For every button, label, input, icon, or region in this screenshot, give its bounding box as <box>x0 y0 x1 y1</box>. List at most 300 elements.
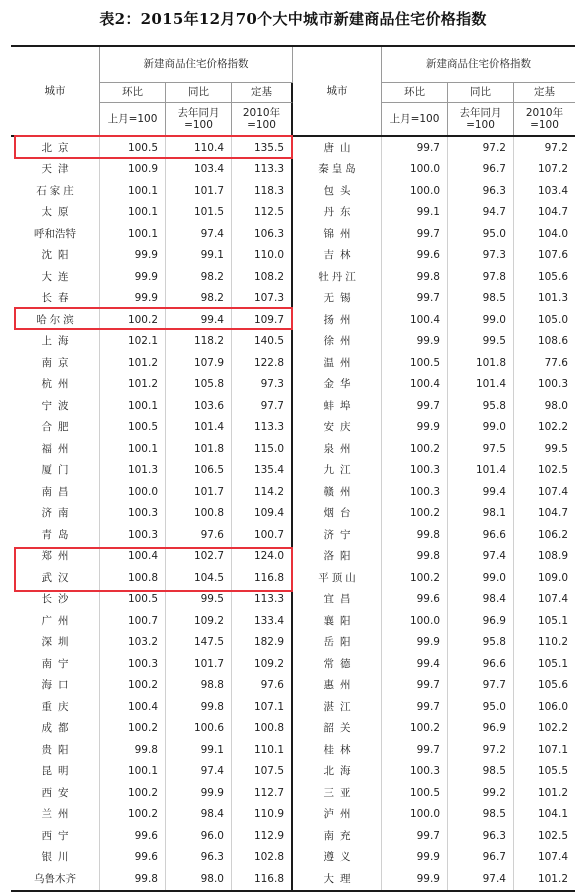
left-city-cell: 长春 <box>11 288 100 310</box>
right-base-cell: 101.3 <box>537 292 568 305</box>
left-city-cell: 贵阳 <box>11 739 100 761</box>
right-mom-cell: 100.0 <box>382 804 448 826</box>
right-mom-cell: 99.7 <box>382 696 448 718</box>
right-mom-cell: 99.7 <box>382 395 448 417</box>
left-base-cell: 102.8 <box>232 847 293 869</box>
left-city-cell: 昆明 <box>11 761 100 783</box>
right-mom-cell: 99.6 <box>382 589 448 611</box>
right-mom-cell: 99.9 <box>382 417 448 439</box>
right-city-cell: 平顶山 <box>293 567 382 589</box>
right-mom-cell: 100.3 <box>382 460 448 482</box>
left-base-cell: 114.2 <box>232 481 293 503</box>
left-mom-cell: 103.2 <box>100 632 166 654</box>
left-mom-cell: 101.3 <box>100 460 166 482</box>
left-yoy-cell: 97.4 <box>166 223 232 245</box>
left-city-cell: 南京 <box>11 352 100 374</box>
right-city-cell: 洛阳 <box>293 546 382 568</box>
left-city-cell: 济南 <box>11 503 100 525</box>
right-city-cell: 大理 <box>293 868 382 890</box>
right-city-cell: 包头 <box>293 180 382 202</box>
right-city-cell: 唐山 <box>293 137 382 159</box>
left-yoy-cell: 118.2 <box>166 331 232 353</box>
right-yoy-cell: 97.4 <box>448 868 514 890</box>
left-yoy-cell: 98.0 <box>166 868 232 890</box>
right-base-cell: 102.2 <box>537 421 568 434</box>
right-city-cell: 丹东 <box>293 202 382 224</box>
right-mom-cell: 100.5 <box>382 352 448 374</box>
left-mom-cell: 101.2 <box>100 374 166 396</box>
left-base-cell: 124.0 <box>232 546 293 568</box>
right-city-cell: 赣州 <box>293 481 382 503</box>
left-city-cell: 深圳 <box>11 632 100 654</box>
right-city-cell: 宜昌 <box>293 589 382 611</box>
base-header-left: 定基 <box>232 83 293 103</box>
left-base-cell: 113.3 <box>232 417 293 439</box>
left-mom-cell: 100.5 <box>100 417 166 439</box>
right-city-cell: 湛江 <box>293 696 382 718</box>
right-yoy-cell: 94.7 <box>448 202 514 224</box>
right-yoy-cell: 95.8 <box>448 395 514 417</box>
right-mom-cell: 99.8 <box>382 524 448 546</box>
group-header-right: 新建商品住宅价格指数 <box>382 47 575 83</box>
left-city-cell: 大连 <box>11 266 100 288</box>
right-city-cell: 岳阳 <box>293 632 382 654</box>
left-yoy-cell: 99.1 <box>166 245 232 267</box>
right-city-cell: 遵义 <box>293 847 382 869</box>
left-mom-cell: 102.1 <box>100 331 166 353</box>
left-base-cell: 135.4 <box>232 460 293 482</box>
right-base-cell: 107.1 <box>537 743 568 756</box>
left-city-cell: 海口 <box>11 675 100 697</box>
left-base-cell: 112.9 <box>232 825 293 847</box>
left-city-cell: 银川 <box>11 847 100 869</box>
base-sub-right: 2010年=100 <box>525 106 564 131</box>
left-base-cell: 100.7 <box>232 524 293 546</box>
right-city-cell: 吉林 <box>293 245 382 267</box>
left-yoy-cell: 101.7 <box>166 653 232 675</box>
right-mom-cell: 99.8 <box>382 546 448 568</box>
left-mom-cell: 99.9 <box>100 288 166 310</box>
city-header-left: 城市 <box>11 47 100 135</box>
left-mom-cell: 100.9 <box>100 159 166 181</box>
right-base-cell: 106.0 <box>537 700 568 713</box>
left-city-cell: 沈阳 <box>11 245 100 267</box>
right-city-cell: 扬州 <box>293 309 382 331</box>
right-yoy-cell: 96.9 <box>448 610 514 632</box>
left-yoy-cell: 104.5 <box>166 567 232 589</box>
left-city-cell: 青岛 <box>11 524 100 546</box>
right-mom-cell: 100.2 <box>382 718 448 740</box>
right-yoy-cell: 98.4 <box>448 589 514 611</box>
right-mom-cell: 99.7 <box>382 675 448 697</box>
left-base-cell: 133.4 <box>232 610 293 632</box>
right-yoy-cell: 97.2 <box>448 739 514 761</box>
left-city-cell: 杭州 <box>11 374 100 396</box>
left-base-cell: 113.3 <box>232 589 293 611</box>
left-city-cell: 北京 <box>11 137 100 159</box>
right-city-cell: 无锡 <box>293 288 382 310</box>
right-yoy-cell: 95.8 <box>448 632 514 654</box>
left-city-cell: 郑州 <box>11 546 100 568</box>
left-yoy-cell: 106.5 <box>166 460 232 482</box>
right-base-cell: 104.0 <box>537 227 568 240</box>
right-city-cell: 牡丹江 <box>293 266 382 288</box>
right-yoy-cell: 97.2 <box>448 137 514 159</box>
right-mom-cell: 100.5 <box>382 782 448 804</box>
left-yoy-cell: 107.9 <box>166 352 232 374</box>
right-base-cell: 105.0 <box>537 313 568 326</box>
left-city-cell: 太原 <box>11 202 100 224</box>
right-mom-cell: 99.7 <box>382 288 448 310</box>
right-mom-cell: 99.4 <box>382 653 448 675</box>
right-yoy-cell: 101.4 <box>448 460 514 482</box>
right-mom-cell: 100.2 <box>382 438 448 460</box>
right-base-cell: 105.5 <box>537 765 568 778</box>
left-yoy-cell: 99.4 <box>166 309 232 331</box>
right-base-cell: 104.7 <box>537 507 568 520</box>
left-mom-cell: 99.8 <box>100 868 166 890</box>
right-city-cell: 泉州 <box>293 438 382 460</box>
right-city-cell: 韶关 <box>293 718 382 740</box>
right-base-cell: 109.0 <box>537 571 568 584</box>
mom-header-left: 环比 <box>100 83 166 103</box>
right-city-cell: 九江 <box>293 460 382 482</box>
left-mom-cell: 100.1 <box>100 202 166 224</box>
left-mom-cell: 100.7 <box>100 610 166 632</box>
left-mom-cell: 99.9 <box>100 266 166 288</box>
left-base-cell: 107.1 <box>232 696 293 718</box>
left-yoy-cell: 98.2 <box>166 288 232 310</box>
group-header-left: 新建商品住宅价格指数 <box>100 47 293 83</box>
table-header <box>11 47 575 137</box>
left-yoy-cell: 101.7 <box>166 481 232 503</box>
left-city-cell: 长沙 <box>11 589 100 611</box>
left-city-cell: 合肥 <box>11 417 100 439</box>
left-yoy-cell: 99.9 <box>166 782 232 804</box>
right-mom-cell: 100.2 <box>382 503 448 525</box>
yoy-sub-right: 去年同月=100 <box>448 103 514 135</box>
left-base-cell: 107.3 <box>232 288 293 310</box>
right-base-cell: 98.0 <box>544 399 568 412</box>
right-base-cell: 105.1 <box>537 657 568 670</box>
right-city-cell: 桂林 <box>293 739 382 761</box>
mom-header-right: 环比 <box>382 83 448 103</box>
left-mom-cell: 100.8 <box>100 567 166 589</box>
left-city-cell: 南宁 <box>11 653 100 675</box>
right-city-cell: 温州 <box>293 352 382 374</box>
table-title: 表2：2015年12月70个大中城市新建商品住宅价格指数 <box>99 10 487 28</box>
left-base-cell: 116.8 <box>232 868 293 890</box>
left-base-cell: 135.5 <box>232 137 293 159</box>
price-index-table <box>11 45 575 892</box>
right-base-cell: 102.5 <box>537 464 568 477</box>
right-city-cell: 泸州 <box>293 804 382 826</box>
left-yoy-cell: 98.2 <box>166 266 232 288</box>
left-yoy-cell: 99.8 <box>166 696 232 718</box>
left-base-cell: 109.2 <box>232 653 293 675</box>
right-yoy-cell: 97.7 <box>448 675 514 697</box>
left-mom-cell: 100.1 <box>100 438 166 460</box>
right-yoy-cell: 98.5 <box>448 804 514 826</box>
right-mom-cell: 99.8 <box>382 266 448 288</box>
left-mom-cell: 99.6 <box>100 847 166 869</box>
right-mom-cell: 99.9 <box>382 868 448 890</box>
city-header-right: 城市 <box>293 47 382 135</box>
left-base-cell: 100.8 <box>232 718 293 740</box>
right-base-cell: 77.6 <box>544 356 568 369</box>
right-yoy-cell: 97.8 <box>448 266 514 288</box>
left-mom-cell: 100.1 <box>100 395 166 417</box>
right-base-cell: 100.3 <box>537 378 568 391</box>
left-mom-cell: 100.5 <box>100 589 166 611</box>
left-yoy-cell: 101.8 <box>166 438 232 460</box>
right-base-cell: 107.2 <box>537 163 568 176</box>
right-city-cell: 金华 <box>293 374 382 396</box>
left-base-cell: 112.5 <box>232 202 293 224</box>
left-city-cell: 广州 <box>11 610 100 632</box>
right-mom-cell: 99.1 <box>382 202 448 224</box>
left-city-cell: 武汉 <box>11 567 100 589</box>
left-city-cell: 西安 <box>11 782 100 804</box>
right-yoy-cell: 99.2 <box>448 782 514 804</box>
left-city-cell: 哈尔滨 <box>11 309 100 331</box>
left-yoy-cell: 109.2 <box>166 610 232 632</box>
left-mom-cell: 100.2 <box>100 675 166 697</box>
left-base-cell: 122.8 <box>232 352 293 374</box>
right-mom-cell: 100.4 <box>382 309 448 331</box>
right-city-cell: 三亚 <box>293 782 382 804</box>
right-city-cell: 襄阳 <box>293 610 382 632</box>
left-mom-cell: 99.6 <box>100 825 166 847</box>
left-yoy-cell: 147.5 <box>166 632 232 654</box>
left-base-cell: 118.3 <box>232 180 293 202</box>
yoy-header-left: 同比 <box>166 83 232 103</box>
left-base-cell: 106.3 <box>232 223 293 245</box>
right-city-cell: 北海 <box>293 761 382 783</box>
right-mom-cell: 99.7 <box>382 137 448 159</box>
right-city-cell: 蚌埠 <box>293 395 382 417</box>
right-yoy-cell: 95.0 <box>448 696 514 718</box>
left-yoy-cell: 99.5 <box>166 589 232 611</box>
left-mom-cell: 99.9 <box>100 245 166 267</box>
left-mom-cell: 100.5 <box>100 137 166 159</box>
left-city-cell: 成都 <box>11 718 100 740</box>
right-mom-cell: 100.0 <box>382 180 448 202</box>
left-base-cell: 113.3 <box>232 159 293 181</box>
left-yoy-cell: 101.4 <box>166 417 232 439</box>
right-base-cell: 101.2 <box>537 786 568 799</box>
right-yoy-cell: 96.7 <box>448 847 514 869</box>
left-mom-cell: 100.4 <box>100 546 166 568</box>
left-base-cell: 108.2 <box>232 266 293 288</box>
right-base-cell: 108.6 <box>537 335 568 348</box>
left-yoy-cell: 103.4 <box>166 159 232 181</box>
left-mom-cell: 100.1 <box>100 180 166 202</box>
left-city-cell: 重庆 <box>11 696 100 718</box>
right-city-cell: 常德 <box>293 653 382 675</box>
right-base-cell: 102.2 <box>537 722 568 735</box>
mom-sub-right: 上月=100 <box>382 103 448 135</box>
right-yoy-cell: 98.5 <box>448 288 514 310</box>
left-mom-cell: 100.1 <box>100 761 166 783</box>
left-city-cell: 厦门 <box>11 460 100 482</box>
right-yoy-cell: 96.3 <box>448 825 514 847</box>
right-mom-cell: 99.9 <box>382 331 448 353</box>
left-mom-cell: 100.3 <box>100 653 166 675</box>
left-city-cell: 宁波 <box>11 395 100 417</box>
right-base-cell: 104.1 <box>537 808 568 821</box>
right-yoy-cell: 99.0 <box>448 309 514 331</box>
left-yoy-cell: 98.8 <box>166 675 232 697</box>
left-yoy-cell: 96.3 <box>166 847 232 869</box>
left-city-cell: 南昌 <box>11 481 100 503</box>
left-yoy-cell: 102.7 <box>166 546 232 568</box>
left-base-cell: 97.6 <box>232 675 293 697</box>
right-base-cell: 101.2 <box>537 872 568 885</box>
left-mom-cell: 100.3 <box>100 503 166 525</box>
left-base-cell: 109.7 <box>232 309 293 331</box>
left-yoy-cell: 101.5 <box>166 202 232 224</box>
left-city-cell: 天津 <box>11 159 100 181</box>
right-yoy-cell: 98.1 <box>448 503 514 525</box>
right-yoy-cell: 99.4 <box>448 481 514 503</box>
left-city-cell: 石家庄 <box>11 180 100 202</box>
left-mom-cell: 100.2 <box>100 718 166 740</box>
left-base-cell: 97.3 <box>232 374 293 396</box>
yoy-sub-left: 去年同月=100 <box>166 103 232 135</box>
right-yoy-cell: 96.6 <box>448 653 514 675</box>
left-city-cell: 呼和浩特 <box>11 223 100 245</box>
right-city-cell: 惠州 <box>293 675 382 697</box>
right-city-cell: 济宁 <box>293 524 382 546</box>
right-yoy-cell: 97.3 <box>448 245 514 267</box>
left-mom-cell: 100.3 <box>100 524 166 546</box>
left-base-cell: 115.0 <box>232 438 293 460</box>
left-yoy-cell: 100.6 <box>166 718 232 740</box>
left-yoy-cell: 97.6 <box>166 524 232 546</box>
right-base-cell: 105.6 <box>537 679 568 692</box>
right-yoy-cell: 99.0 <box>448 567 514 589</box>
right-mom-cell: 99.7 <box>382 825 448 847</box>
right-mom-cell: 100.0 <box>382 159 448 181</box>
left-yoy-cell: 99.1 <box>166 739 232 761</box>
right-base-cell: 102.5 <box>537 829 568 842</box>
right-mom-cell: 100.3 <box>382 761 448 783</box>
right-yoy-cell: 96.6 <box>448 524 514 546</box>
right-mom-cell: 100.0 <box>382 610 448 632</box>
table-body <box>11 137 575 890</box>
right-yoy-cell: 97.5 <box>448 438 514 460</box>
right-base-cell: 105.6 <box>537 270 568 283</box>
right-base-cell: 104.7 <box>537 206 568 219</box>
right-city-cell: 南充 <box>293 825 382 847</box>
left-yoy-cell: 103.6 <box>166 395 232 417</box>
left-base-cell: 110.1 <box>232 739 293 761</box>
left-base-cell: 140.5 <box>232 331 293 353</box>
right-mom-cell: 100.2 <box>382 567 448 589</box>
left-base-cell: 112.7 <box>232 782 293 804</box>
right-mom-cell: 100.3 <box>382 481 448 503</box>
left-yoy-cell: 98.4 <box>166 804 232 826</box>
right-mom-cell: 99.6 <box>382 245 448 267</box>
left-yoy-cell: 96.0 <box>166 825 232 847</box>
right-city-cell: 秦皇岛 <box>293 159 382 181</box>
right-city-cell: 烟台 <box>293 503 382 525</box>
right-yoy-cell: 99.5 <box>448 331 514 353</box>
left-mom-cell: 100.2 <box>100 782 166 804</box>
right-base-cell: 103.4 <box>537 184 568 197</box>
left-city-cell: 乌鲁木齐 <box>11 868 100 890</box>
left-city-cell: 兰州 <box>11 804 100 826</box>
right-base-cell: 108.9 <box>537 550 568 563</box>
left-base-cell: 110.9 <box>232 804 293 826</box>
right-yoy-cell: 99.0 <box>448 417 514 439</box>
right-yoy-cell: 96.3 <box>448 180 514 202</box>
left-yoy-cell: 105.8 <box>166 374 232 396</box>
right-yoy-cell: 101.4 <box>448 374 514 396</box>
left-yoy-cell: 101.7 <box>166 180 232 202</box>
left-base-cell: 107.5 <box>232 761 293 783</box>
right-mom-cell: 99.7 <box>382 739 448 761</box>
right-yoy-cell: 98.5 <box>448 761 514 783</box>
base-sub-left: 2010年=100 <box>232 103 293 135</box>
base-header-right: 定基 <box>514 83 575 103</box>
right-base-cell: 106.2 <box>537 528 568 541</box>
right-yoy-cell: 95.0 <box>448 223 514 245</box>
left-base-cell: 97.7 <box>232 395 293 417</box>
right-mom-cell: 99.7 <box>382 223 448 245</box>
left-mom-cell: 100.2 <box>100 309 166 331</box>
right-base-cell: 107.4 <box>537 593 568 606</box>
left-yoy-cell: 100.8 <box>166 503 232 525</box>
right-mom-cell: 99.9 <box>382 632 448 654</box>
left-city-cell: 西宁 <box>11 825 100 847</box>
left-base-cell: 182.9 <box>232 632 293 654</box>
mom-sub-left: 上月=100 <box>100 103 166 135</box>
left-mom-cell: 100.1 <box>100 223 166 245</box>
left-yoy-cell: 97.4 <box>166 761 232 783</box>
right-city-cell: 安庆 <box>293 417 382 439</box>
left-mom-cell: 100.4 <box>100 696 166 718</box>
left-base-cell: 110.0 <box>232 245 293 267</box>
right-yoy-cell: 101.8 <box>448 352 514 374</box>
left-mom-cell: 99.8 <box>100 739 166 761</box>
left-base-cell: 109.4 <box>232 503 293 525</box>
right-yoy-cell: 96.7 <box>448 159 514 181</box>
right-base-cell: 110.2 <box>537 636 568 649</box>
yoy-header-right: 同比 <box>448 83 514 103</box>
right-base-cell: 99.5 <box>544 442 568 455</box>
left-mom-cell: 100.2 <box>100 804 166 826</box>
right-yoy-cell: 97.4 <box>448 546 514 568</box>
left-city-cell: 福州 <box>11 438 100 460</box>
right-base-cell: 105.1 <box>537 614 568 627</box>
right-city-cell: 徐州 <box>293 331 382 353</box>
right-mom-cell: 99.9 <box>382 847 448 869</box>
right-base-cell: 97.2 <box>544 141 568 154</box>
left-mom-cell: 100.0 <box>100 481 166 503</box>
left-city-cell: 上海 <box>11 331 100 353</box>
right-city-cell: 锦州 <box>293 223 382 245</box>
left-yoy-cell: 110.4 <box>166 137 232 159</box>
right-base-cell: 107.6 <box>537 249 568 262</box>
right-yoy-cell: 96.9 <box>448 718 514 740</box>
right-mom-cell: 100.4 <box>382 374 448 396</box>
right-base-cell: 107.4 <box>537 485 568 498</box>
left-mom-cell: 101.2 <box>100 352 166 374</box>
right-base-cell: 107.4 <box>537 851 568 864</box>
left-base-cell: 116.8 <box>232 567 293 589</box>
